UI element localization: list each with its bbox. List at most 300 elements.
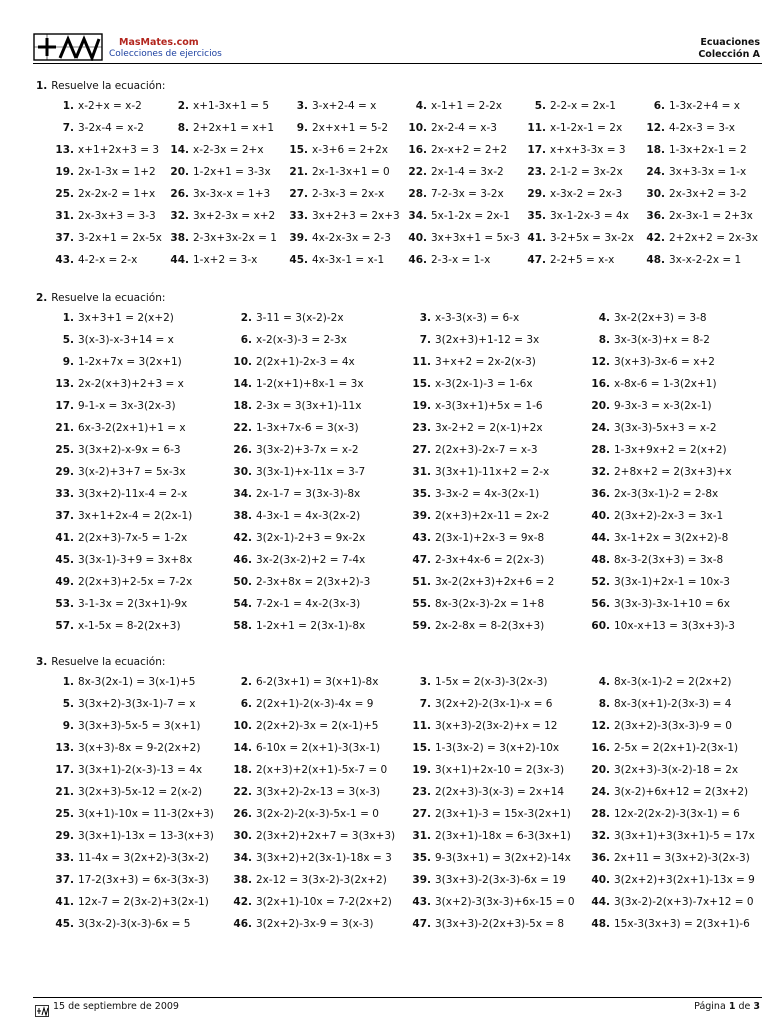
exercise-equation: 2(x+3)+2(x+1)-5x-7 = 0 (256, 764, 388, 776)
exercise-number: 27. (412, 444, 431, 456)
exercise-number: 23. (412, 786, 431, 798)
exercise-number: 41. (527, 232, 546, 244)
exercise-number: 21. (55, 786, 74, 798)
exercise-equation: 1-5x = 2(x-3)-3(2x-3) (435, 676, 548, 688)
exercise-equation: 4-2-x = 2-x (78, 254, 138, 266)
exercise-equation: 3(3x-1)+2x-1 = 10x-3 (614, 576, 730, 588)
exercise-item (508, 144, 626, 156)
exercise-number: 51. (412, 576, 431, 588)
exercise-number: 26. (170, 188, 189, 200)
exercise-equation: 3(x+3)-2(3x-2)+x = 12 (435, 720, 558, 732)
exercise-number: 13. (55, 378, 74, 390)
exercise-equation: 3(3x+1)+3(3x+1)-5 = 17x (614, 830, 755, 842)
exercise-item (36, 356, 182, 368)
site-subtitle: Colecciones de ejercicios (109, 49, 222, 59)
exercise-item (572, 422, 717, 434)
exercise-number: 39. (412, 874, 431, 886)
exercise-number: 30. (646, 188, 665, 200)
section-title (36, 292, 165, 304)
exercise-equation: 2x-3(3x-1)-2 = 2-8x (614, 488, 719, 500)
exercise-equation: 2(2x+1)-2(x-3)-4x = 9 (256, 698, 374, 710)
exercise-item (393, 334, 539, 346)
section-title-text: Resuelve la ecuación: (51, 292, 166, 304)
exercise-item (393, 918, 564, 930)
exercise-item (393, 356, 536, 368)
exercise-number: 3. (296, 100, 308, 112)
exercise-equation: 2x-12 = 3(3x-2)-3(2x+2) (256, 874, 387, 886)
exercise-item (36, 742, 200, 754)
exercise-equation: x-1-2x-1 = 2x (550, 122, 623, 134)
exercise-number: 38. (233, 874, 252, 886)
exercise-equation: 3(x-2)+3+7 = 5x-3x (78, 466, 186, 478)
exercise-item (36, 188, 155, 200)
exercise-number: 19. (55, 166, 74, 178)
exercise-number: 18. (646, 144, 665, 156)
exercise-item (508, 210, 629, 222)
page-footer (33, 997, 762, 1018)
exercise-equation: 2x+x+1 = 5-2 (312, 122, 389, 134)
exercise-item (627, 210, 753, 222)
exercise-number: 9. (296, 122, 308, 134)
exercise-equation: 12x-7 = 2(3x-2)+3(2x-1) (78, 896, 209, 908)
exercise-item (572, 830, 755, 842)
exercise-number: 31. (412, 830, 431, 842)
exercise-equation: 2(2x+1)-2x-3 = 4x (256, 356, 355, 368)
section-number: 1. (36, 80, 48, 92)
site-name[interactable]: MasMates.com (119, 37, 199, 48)
exercise-equation: x-1+1 = 2-2x (431, 100, 502, 112)
exercise-number: 22. (233, 786, 252, 798)
exercise-item (627, 254, 741, 266)
masmates-logo-icon (33, 33, 103, 61)
exercise-item (393, 598, 544, 610)
exercise-number: 34. (233, 852, 252, 864)
exercise-number: 13. (55, 144, 74, 156)
exercise-equation: 3(3x+3)-2(2x+3)-5x = 8 (435, 918, 565, 930)
exercise-equation: x-3(2x-1)-3 = 1-6x (435, 378, 533, 390)
exercise-number: 16. (591, 378, 610, 390)
exercise-number: 42. (233, 896, 252, 908)
exercise-item (214, 378, 364, 390)
exercise-item (393, 312, 519, 324)
exercise-number: 14. (170, 144, 189, 156)
exercise-equation: x-2(x-3)-3 = 2-3x (256, 334, 347, 346)
exercise-equation: x-3-3(x-3) = 6-x (435, 312, 520, 324)
exercise-number: 22. (408, 166, 427, 178)
exercise-item (36, 312, 174, 324)
exercise-item (393, 378, 533, 390)
section-title (36, 80, 165, 92)
exercise-number: 6. (240, 334, 252, 346)
exercise-number: 47. (412, 918, 431, 930)
exercise-equation: 3x-2(2x+3) = 3-8 (614, 312, 707, 324)
exercise-equation: 2-3-x = 1-x (431, 254, 491, 266)
exercise-item (572, 466, 732, 478)
exercise-equation: 3-3x-2 = 4x-3(2x-1) (435, 488, 540, 500)
exercise-item (214, 444, 359, 456)
exercise-number: 16. (408, 144, 427, 156)
exercise-equation: 2(3x-1)+2x-3 = 9x-8 (435, 532, 545, 544)
exercise-item (389, 188, 504, 200)
exercise-item (36, 334, 174, 346)
exercise-number: 15. (412, 742, 431, 754)
exercise-number: 21. (55, 422, 74, 434)
exercise-equation: 1-3x-2+4 = x (669, 100, 740, 112)
exercise-item (572, 312, 707, 324)
exercise-number: 26. (233, 808, 252, 820)
exercise-number: 47. (527, 254, 546, 266)
exercise-item (151, 188, 270, 200)
exercise-equation: 1-2(x+1)+8x-1 = 3x (256, 378, 364, 390)
exercise-item (270, 210, 400, 222)
exercise-number: 48. (591, 554, 610, 566)
exercise-number: 46. (233, 918, 252, 930)
exercise-item (627, 232, 758, 244)
exercise-number: 33. (55, 852, 74, 864)
exercise-number: 36. (591, 852, 610, 864)
exercise-number: 4. (598, 676, 610, 688)
exercise-equation: 3(2x+1)-10x = 7-2(2x+2) (256, 896, 392, 908)
exercise-item (572, 874, 755, 886)
exercise-equation: 3(x+1)+2x-10 = 2(3x-3) (435, 764, 565, 776)
exercise-item (389, 144, 507, 156)
exercise-equation: 3x-x-2-2x = 1 (669, 254, 742, 266)
exercise-number: 10. (408, 122, 427, 134)
exercise-equation: 3-1-3x = 2(3x+1)-9x (78, 598, 188, 610)
exercise-equation: 1-3x+7x-6 = 3(x-3) (256, 422, 359, 434)
exercise-number: 29. (55, 466, 74, 478)
exercise-number: 42. (646, 232, 665, 244)
exercise-item (627, 122, 735, 134)
exercise-item (36, 808, 214, 820)
exercise-equation: 2(3x+1)-3 = 15x-3(2x+1) (435, 808, 571, 820)
exercise-item (393, 510, 549, 522)
exercise-number: 39. (412, 510, 431, 522)
exercise-equation: 2(3x+2)-3(3x-3)-9 = 0 (614, 720, 732, 732)
exercise-equation: 3-2+5x = 3x-2x (550, 232, 634, 244)
exercise-item (572, 532, 728, 544)
exercise-item (36, 210, 156, 222)
page-current: 1 (728, 1001, 736, 1012)
exercise-number: 60. (591, 620, 610, 632)
exercise-number: 4. (415, 100, 427, 112)
exercise-equation: x-1-5x = 8-2(2x+3) (78, 620, 181, 632)
exercise-item (36, 698, 195, 710)
exercise-item (572, 510, 723, 522)
exercise-equation: 3(x+3)-8x = 9-2(2x+2) (78, 742, 201, 754)
exercise-number: 38. (233, 510, 252, 522)
exercise-number: 14. (233, 378, 252, 390)
exercise-equation: 11-4x = 3(2x+2)-3(3x-2) (78, 852, 209, 864)
exercise-number: 39. (289, 232, 308, 244)
exercise-equation: x-2+x = x-2 (78, 100, 142, 112)
exercise-equation: 2x-2(x+3)+2+3 = x (78, 378, 184, 390)
exercise-item (389, 122, 497, 134)
exercise-item (151, 210, 275, 222)
exercise-number: 7. (419, 698, 431, 710)
exercise-equation: 8x-3(x-1)-2 = 2(2x+2) (614, 676, 732, 688)
exercise-item (572, 720, 732, 732)
exercise-equation: 4-2x-3 = 3-x (669, 122, 735, 134)
exercise-equation: 1-3x+9x+2 = 2(x+2) (614, 444, 727, 456)
exercise-number: 17. (55, 400, 74, 412)
exercise-equation: 2(3x+2)+2x+7 = 3(3x+3) (256, 830, 396, 842)
exercise-equation: 2(3x+1)-18x = 6-3(3x+1) (435, 830, 571, 842)
exercise-equation: 2(2x+2)-3x = 2(x-1)+5 (256, 720, 379, 732)
exercise-number: 44. (591, 896, 610, 908)
exercise-number: 8. (177, 122, 189, 134)
exercise-number: 23. (527, 166, 546, 178)
exercise-number: 48. (591, 918, 610, 930)
exercise-item (36, 786, 202, 798)
exercise-item (36, 830, 214, 842)
exercise-equation: 2x-3x+2 = 3-2 (669, 188, 747, 200)
exercise-equation: 1-3(3x-2) = 3(x+2)-10x (435, 742, 560, 754)
exercise-number: 16. (591, 742, 610, 754)
exercise-number: 41. (55, 532, 74, 544)
exercise-item (36, 576, 192, 588)
exercise-number: 46. (408, 254, 427, 266)
exercise-number: 12. (646, 122, 665, 134)
exercise-number: 11. (412, 356, 431, 368)
exercise-item (393, 698, 552, 710)
exercise-item (572, 918, 750, 930)
exercise-equation: 3(2x+2)+3(2x+1)-13x = 9 (614, 874, 755, 886)
exercise-equation: 3-2x-4 = x-2 (78, 122, 144, 134)
exercise-equation: 3(3x-2)+3-7x = x-2 (256, 444, 359, 456)
exercise-equation: 3(3x+2)-x-9x = 6-3 (78, 444, 181, 456)
exercise-number: 17. (527, 144, 546, 156)
footer-date: 15 de septiembre de 2009 (53, 1001, 179, 1012)
section-title (36, 656, 165, 668)
exercise-item (36, 874, 209, 886)
exercise-equation: 3-2x+1 = 2x-5x (78, 232, 162, 244)
exercise-number: 20. (591, 400, 610, 412)
exercise-item (36, 554, 192, 566)
exercise-number: 22. (233, 422, 252, 434)
exercise-number: 44. (170, 254, 189, 266)
exercise-equation: 2x-3x+3 = 3-3 (78, 210, 156, 222)
exercise-equation: 3(3x+3)-2(3x-3)-6x = 19 (435, 874, 566, 886)
exercise-equation: x-3+6 = 2+2x (312, 144, 389, 156)
exercise-item (36, 166, 156, 178)
exercise-equation: 7-2x-1 = 4x-2(3x-3) (256, 598, 361, 610)
exercise-item (214, 532, 365, 544)
exercise-equation: 1-2x+7x = 3(2x+1) (78, 356, 182, 368)
exercise-number: 25. (55, 188, 74, 200)
exercise-number: 10. (233, 720, 252, 732)
exercise-equation: 2+2x+1 = x+1 (193, 122, 275, 134)
exercise-item (572, 786, 748, 798)
section-number: 3. (36, 656, 48, 668)
exercise-number: 58. (233, 620, 252, 632)
exercise-item (393, 620, 544, 632)
exercise-number: 34. (233, 488, 252, 500)
exercise-equation: 3x-2(3x-2)+2 = 7-4x (256, 554, 366, 566)
exercise-number: 32. (591, 830, 610, 842)
exercise-item (270, 122, 388, 134)
exercise-number: 53. (55, 598, 74, 610)
exercise-number: 56. (591, 598, 610, 610)
exercise-equation: 6-2(3x+1) = 3(x+1)-8x (256, 676, 379, 688)
exercise-item (214, 400, 361, 412)
exercise-equation: 5x-1-2x = 2x-1 (431, 210, 510, 222)
exercise-item (214, 422, 359, 434)
exercise-equation: 2-3x+8x = 2(3x+2)-3 (256, 576, 371, 588)
exercise-number: 27. (289, 188, 308, 200)
exercise-number: 43. (412, 896, 431, 908)
exercise-equation: 3x+2-3x = x+2 (193, 210, 276, 222)
exercise-number: 31. (412, 466, 431, 478)
exercise-equation: 2+2x+2 = 2x-3x (669, 232, 758, 244)
exercise-item (389, 100, 502, 112)
exercise-item (572, 742, 738, 754)
exercise-equation: 8x-3(2x-3)-2x = 1+8 (435, 598, 545, 610)
exercise-equation: 3-11 = 3(x-2)-2x (256, 312, 344, 324)
exercise-item (393, 896, 575, 908)
exercise-number: 3. (419, 676, 431, 688)
exercise-item (572, 444, 727, 456)
exercise-equation: 4-3x-1 = 4x-3(2x-2) (256, 510, 361, 522)
exercise-equation: 3(x-3)-x-3+14 = x (78, 334, 174, 346)
exercise-equation: 2x-2-8x = 8-2(3x+3) (435, 620, 545, 632)
exercise-item (36, 918, 190, 930)
exercise-equation: 2+8x+2 = 2(3x+3)+x (614, 466, 732, 478)
exercise-item (214, 830, 395, 842)
exercise-number: 28. (408, 188, 427, 200)
exercise-equation: 2x-1-7 = 3(3x-3)-8x (256, 488, 361, 500)
exercise-item (572, 356, 715, 368)
exercise-item (151, 100, 269, 112)
exercise-equation: 3(2x+3)-3(x-2)-18 = 2x (614, 764, 739, 776)
exercise-equation: 3(x+2)-3(3x-3)+6x-15 = 0 (435, 896, 575, 908)
exercise-number: 8. (598, 698, 610, 710)
exercise-item (508, 254, 614, 266)
exercise-item (36, 466, 186, 478)
exercise-equation: 2x-x+2 = 2+2 (431, 144, 508, 156)
exercise-number: 52. (591, 576, 610, 588)
exercise-equation: x-8x-6 = 1-3(2x+1) (614, 378, 717, 390)
exercise-number: 6. (240, 698, 252, 710)
exercise-number: 24. (646, 166, 665, 178)
exercise-equation: 9-3x-3 = x-3(2x-1) (614, 400, 712, 412)
exercise-number: 11. (412, 720, 431, 732)
exercise-item (572, 400, 712, 412)
exercise-equation: 2(x+3)+2x-11 = 2x-2 (435, 510, 550, 522)
exercise-number: 10. (233, 356, 252, 368)
exercise-equation: 3(x-2)+6x+12 = 2(3x+2) (614, 786, 749, 798)
exercise-equation: 12x-2(2x-2)-3(3x-1) = 6 (614, 808, 740, 820)
exercise-item (270, 144, 388, 156)
exercise-equation: 1-x+2 = 3-x (193, 254, 258, 266)
exercise-item (572, 698, 731, 710)
exercise-number: 40. (591, 874, 610, 886)
exercise-equation: 2-5x = 2(2x+1)-2(3x-1) (614, 742, 739, 754)
exercise-item (393, 554, 544, 566)
exercise-number: 30. (233, 466, 252, 478)
exercise-equation: 2(2x+3)-3(x-3) = 2x+14 (435, 786, 565, 798)
exercise-number: 29. (55, 830, 74, 842)
exercise-equation: 3x-2(2x+3)+2x+6 = 2 (435, 576, 555, 588)
exercise-number: 8. (598, 334, 610, 346)
exercise-number: 37. (55, 874, 74, 886)
exercise-equation: 10x-x+13 = 3(3x+3)-3 (614, 620, 735, 632)
exercise-number: 45. (289, 254, 308, 266)
exercise-item (214, 742, 380, 754)
exercise-number: 24. (591, 422, 610, 434)
exercise-number: 33. (289, 210, 308, 222)
exercise-number: 1. (62, 100, 74, 112)
exercise-equation: 17-2(3x+3) = 6x-3(3x-3) (78, 874, 209, 886)
exercise-number: 26. (233, 444, 252, 456)
exercise-item (572, 808, 740, 820)
exercise-number: 18. (233, 764, 252, 776)
exercise-equation: 3(2x+3)-5x-12 = 2(x-2) (78, 786, 203, 798)
exercise-number: 40. (591, 510, 610, 522)
exercise-equation: 8x-3-2(3x+3) = 3x-8 (614, 554, 724, 566)
exercise-item (393, 422, 543, 434)
exercise-number: 32. (591, 466, 610, 478)
exercise-item (214, 874, 387, 886)
exercise-equation: 2x-1-3x = 1+2 (78, 166, 156, 178)
exercise-number: 43. (55, 254, 74, 266)
exercise-equation: 2-2-x = 2x-1 (550, 100, 616, 112)
exercise-equation: 2-3x+4x-6 = 2(2x-3) (435, 554, 545, 566)
exercise-item (270, 188, 384, 200)
exercise-equation: 3(3x-3)-3x-1+10 = 6x (614, 598, 730, 610)
exercise-equation: x-3x-2 = 2x-3 (550, 188, 623, 200)
exercise-equation: 3(3x+1)-13x = 13-3(x+3) (78, 830, 214, 842)
exercise-equation: 4x-2x-3x = 2-3 (312, 232, 391, 244)
exercise-item (36, 254, 137, 266)
exercise-equation: x+1+2x+3 = 3 (78, 144, 160, 156)
exercise-item (572, 576, 730, 588)
exercise-item (214, 510, 360, 522)
exercise-number: 46. (233, 554, 252, 566)
exercise-equation: 3(3x-3)-5x+3 = x-2 (614, 422, 717, 434)
exercise-number: 5. (62, 334, 74, 346)
exercise-number: 14. (233, 742, 252, 754)
exercise-equation: 3x+2+3 = 2x+3 (312, 210, 400, 222)
page-total: 3 (753, 1001, 760, 1012)
exercise-equation: 2-3x = 3(3x+1)-11x (256, 400, 362, 412)
exercise-item (393, 852, 571, 864)
exercise-equation: 3x-1-2x-3 = 4x (550, 210, 629, 222)
exercise-item (393, 676, 547, 688)
exercise-number: 21. (289, 166, 308, 178)
exercise-number: 41. (55, 896, 74, 908)
exercise-equation: 2(3x+2)-2x-3 = 3x-1 (614, 510, 724, 522)
exercise-item (151, 144, 264, 156)
exercise-equation: 8x-3(x+1)-2(3x-3) = 4 (614, 698, 732, 710)
exercise-number: 6. (653, 100, 665, 112)
exercise-item (36, 232, 162, 244)
exercise-number: 50. (233, 576, 252, 588)
exercise-item (36, 532, 187, 544)
exercise-equation: 2(2x+3)+2-5x = 7-2x (78, 576, 193, 588)
exercise-equation: 3(3x-1)-3+9 = 3x+8x (78, 554, 193, 566)
exercise-item (393, 532, 544, 544)
exercise-number: 45. (55, 918, 74, 930)
exercise-number: 9. (62, 356, 74, 368)
exercise-item (572, 764, 738, 776)
exercise-item (214, 356, 355, 368)
exercise-item (36, 598, 187, 610)
exercise-item (572, 378, 717, 390)
exercise-number: 2. (177, 100, 189, 112)
exercise-equation: 3x+1+2x-4 = 2(2x-1) (78, 510, 193, 522)
exercise-number: 24. (591, 786, 610, 798)
